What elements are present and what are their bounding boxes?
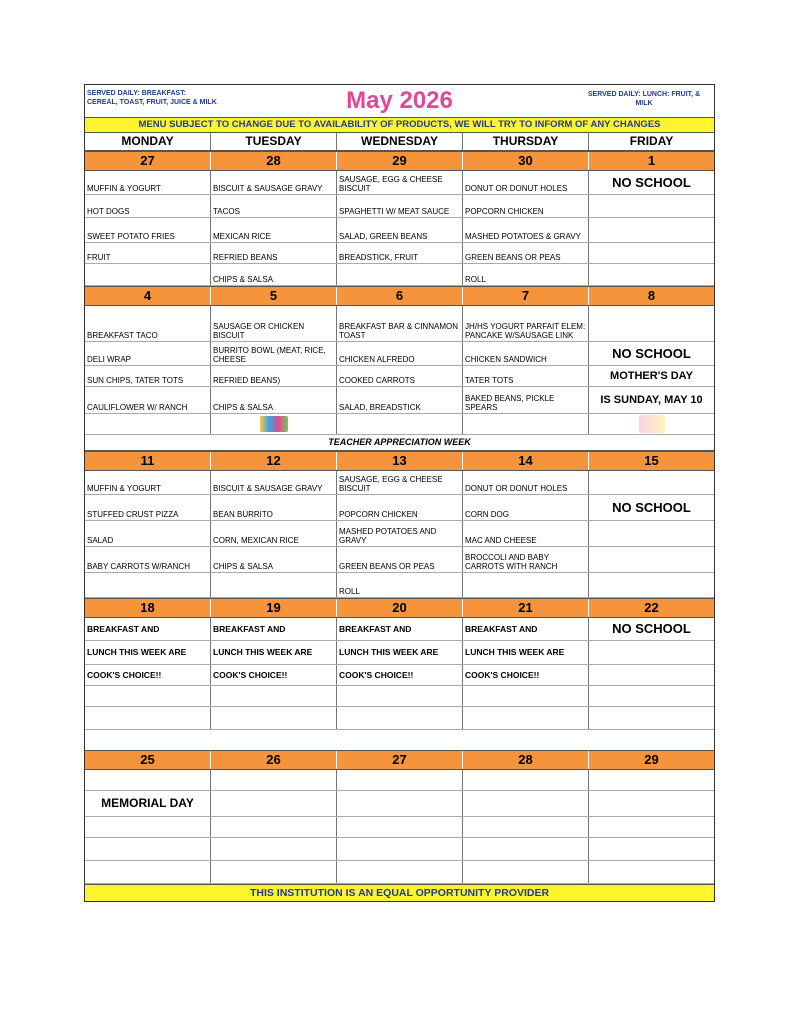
- menu-item: [463, 817, 589, 837]
- menu-item: [337, 838, 463, 860]
- menu-row: [85, 342, 714, 366]
- menu-item: [589, 665, 714, 685]
- menu-item: [211, 414, 337, 434]
- date-number: 29: [644, 752, 659, 767]
- lunch-daily-note: SERVED DAILY: LUNCH: FRUIT, & MILK: [587, 91, 701, 107]
- menu-row: [85, 495, 714, 521]
- menu-item: JH/HS YOGURT PARFAIT ELEM: PANCAKE W/SAUSAGE LINK: [463, 306, 589, 341]
- menu-item: [337, 791, 463, 816]
- menu-item: [85, 414, 211, 434]
- menu-item: MEXICAN RICE: [211, 218, 337, 242]
- menu-row: [85, 264, 714, 286]
- date-number: 30: [463, 152, 589, 170]
- menu-item: MUFFIN & YOGURT: [85, 171, 211, 194]
- menu-item: IS SUNDAY, MAY 10: [600, 394, 703, 406]
- menu-item: MUFFIN & YOGURT: [85, 471, 211, 494]
- menu-item: BEAN BURRITO: [211, 495, 337, 520]
- menu-item: LUNCH THIS WEEK ARE: [211, 641, 337, 664]
- menu-item: [463, 573, 589, 597]
- date-number: 26: [211, 751, 337, 769]
- menu-item: CHIPS & SALSA: [211, 264, 337, 285]
- menu-item: ROLL: [463, 264, 589, 285]
- menu-item: LUNCH THIS WEEK ARE: [85, 641, 211, 664]
- menu-item: BROCCOLI AND BABY CARROTS WITH RANCH: [463, 547, 589, 572]
- menu-item: [85, 573, 211, 597]
- menu-item: [85, 861, 211, 883]
- menu-item: [337, 264, 463, 285]
- menu-item: MOTHER'S DAY: [610, 370, 693, 382]
- menu-item: [211, 791, 337, 816]
- menu-row: [85, 686, 714, 707]
- menu-row: [85, 838, 714, 861]
- menu-item: [85, 686, 211, 706]
- menu-item: SUN CHIPS, TATER TOTS: [85, 366, 211, 386]
- menu-item: [85, 707, 211, 729]
- menu-item: [463, 861, 589, 883]
- menu-row: [85, 218, 714, 243]
- menu-item: TATER TOTS: [463, 366, 589, 386]
- menu-item: [85, 817, 211, 837]
- date-number: 5: [211, 287, 337, 305]
- menu-item: [589, 573, 714, 597]
- breakfast-daily-note: SERVED DAILY: BREAKFAST: CEREAL, TOAST, FRUIT, JUICE & MILK: [87, 90, 217, 106]
- date-number: 6: [337, 287, 463, 305]
- menu-item: COOKED CARROTS: [337, 366, 463, 386]
- menu-item: [463, 838, 589, 860]
- date-number: 20: [337, 599, 463, 617]
- menu-item: MASHED POTATOES & GRAVY: [463, 218, 589, 242]
- menu-item: ROLL: [337, 573, 463, 597]
- menu-row: [85, 547, 714, 573]
- menu-item: [589, 243, 714, 263]
- weekday-header: [85, 133, 714, 151]
- menu-item: BREADSTICK, FRUIT: [337, 243, 463, 263]
- menu-item: SALAD: [85, 521, 211, 546]
- menu-item: [589, 547, 714, 572]
- menu-item: COOK'S CHOICE!!: [85, 665, 211, 685]
- date-number: 7: [463, 287, 589, 305]
- date-number: 22: [644, 600, 659, 615]
- menu-row: [85, 471, 714, 495]
- date-number: 18: [85, 599, 211, 617]
- menu-item: LUNCH THIS WEEK ARE: [463, 641, 589, 664]
- day-friday: FRIDAY: [629, 134, 674, 148]
- date-number: 21: [463, 599, 589, 617]
- menu-row: [85, 171, 714, 195]
- menu-calendar: [84, 84, 715, 902]
- menu-item: CORN DOG: [463, 495, 589, 520]
- menu-item: HOT DOGS: [85, 195, 211, 217]
- menu-item: GREEN BEANS OR PEAS: [463, 243, 589, 263]
- menu-item: [589, 264, 714, 285]
- menu-item: [589, 218, 714, 242]
- day-thursday: THURSDAY: [463, 133, 589, 150]
- menu-item: BREAKFAST AND: [463, 618, 589, 640]
- menu-item: [589, 707, 714, 729]
- menu-item: NO SCHOOL: [612, 174, 691, 190]
- date-row: [85, 598, 714, 618]
- date-number: 1: [647, 153, 656, 168]
- menu-row: [85, 817, 714, 838]
- menu-item: [211, 573, 337, 597]
- menu-item: BISCUIT & SAUSAGE GRAVY: [211, 171, 337, 194]
- date-number: 12: [211, 452, 337, 470]
- menu-item: [589, 770, 714, 790]
- menu-item: SAUSAGE, EGG & CHEESE BISCUIT: [337, 471, 463, 494]
- date-number: 11: [85, 452, 211, 470]
- change-notice: MENU SUBJECT TO CHANGE DUE TO AVAILABILITY OF PRODUCTS, WE WILL TRY TO INFORM OF ANY CHANGES: [85, 118, 714, 133]
- menu-row: [85, 665, 714, 686]
- menu-item: NO SCHOOL: [612, 499, 691, 515]
- menu-item: [589, 791, 714, 816]
- menu-item: REFRIED BEANS): [211, 366, 337, 386]
- menu-item: [589, 817, 714, 837]
- menu-item: MAC AND CHEESE: [463, 521, 589, 546]
- menu-item: MEMORIAL DAY: [85, 791, 211, 816]
- menu-item: [337, 707, 463, 729]
- menu-item: CHICKEN SANDWICH: [463, 342, 589, 365]
- menu-item: [589, 521, 714, 546]
- menu-item: SWEET POTATO FRIES: [85, 218, 211, 242]
- menu-item: CHIPS & SALSA: [211, 547, 337, 572]
- date-row: [85, 151, 714, 171]
- equal-opportunity-footer: THIS INSTITUTION IS AN EQUAL OPPORTUNITY PROVIDER: [85, 884, 714, 901]
- date-number: 19: [211, 599, 337, 617]
- page-title: May 2026: [346, 87, 453, 114]
- menu-row: [85, 306, 714, 342]
- menu-item: [589, 471, 714, 494]
- menu-item: [337, 861, 463, 883]
- date-number: 27: [85, 152, 211, 170]
- menu-item: [589, 306, 714, 341]
- menu-item: DONUT OR DONUT HOLES: [463, 471, 589, 494]
- date-row: [85, 286, 714, 306]
- menu-item: [211, 861, 337, 883]
- menu-item: [337, 414, 463, 434]
- menu-item: BREAKFAST AND: [337, 618, 463, 640]
- menu-item: BREAKFAST AND: [85, 618, 211, 640]
- menu-row: [85, 414, 714, 435]
- menu-row: [85, 861, 714, 884]
- date-number: 27: [337, 751, 463, 769]
- menu-item: FRUIT: [85, 243, 211, 263]
- menu-item: COOK'S CHOICE!!: [211, 665, 337, 685]
- menu-item: NO SCHOOL: [612, 345, 691, 361]
- menu-item: [211, 770, 337, 790]
- date-number: 29: [337, 152, 463, 170]
- menu-item: [463, 414, 589, 434]
- menu-item: [337, 770, 463, 790]
- menu-item: [463, 791, 589, 816]
- menu-row: [85, 618, 714, 641]
- menu-item: GREEN BEANS OR PEAS: [337, 547, 463, 572]
- menu-item: [211, 838, 337, 860]
- menu-item: TACOS: [211, 195, 337, 217]
- date-row: [85, 451, 714, 471]
- date-number: 28: [463, 751, 589, 769]
- menu-row: [85, 707, 714, 730]
- date-number: 8: [647, 288, 656, 303]
- weeks-container: [85, 151, 714, 884]
- menu-item: COOK'S CHOICE!!: [337, 665, 463, 685]
- menu-item: MASHED POTATOES AND GRAVY: [337, 521, 463, 546]
- menu-item: [589, 641, 714, 664]
- menu-item: SALAD, BREADSTICK: [337, 387, 463, 413]
- menu-item: BURRITO BOWL (MEAT, RICE, CHEESE: [211, 342, 337, 365]
- menu-item: STUFFED CRUST PIZZA: [85, 495, 211, 520]
- menu-item: CAULIFLOWER W/ RANCH: [85, 387, 211, 413]
- menu-row: [85, 366, 714, 387]
- menu-row: [85, 791, 714, 817]
- menu-item: [85, 264, 211, 285]
- menu-item: [211, 707, 337, 729]
- menu-item: CORN, MEXICAN RICE: [211, 521, 337, 546]
- menu-item: [589, 838, 714, 860]
- date-number: 13: [337, 452, 463, 470]
- mothers-day-sticker-icon: [639, 415, 665, 433]
- menu-item: CHICKEN ALFREDO: [337, 342, 463, 365]
- menu-item: [589, 686, 714, 706]
- menu-item: [463, 707, 589, 729]
- day-monday: MONDAY: [85, 133, 211, 150]
- menu-row: [85, 243, 714, 264]
- menu-row: [85, 521, 714, 547]
- date-number: 28: [211, 152, 337, 170]
- menu-item: REFRIED BEANS: [211, 243, 337, 263]
- menu-item: [463, 770, 589, 790]
- menu-item: [337, 686, 463, 706]
- menu-header: [85, 85, 714, 118]
- menu-item: BAKED BEANS, PICKLE SPEARS: [463, 387, 589, 413]
- thank-you-sticker-icon: [260, 416, 288, 432]
- menu-item: [211, 686, 337, 706]
- teacher-appreciation-banner: TEACHER APPRECIATION WEEK: [85, 435, 714, 451]
- menu-row: [85, 387, 714, 414]
- day-wednesday: WEDNESDAY: [337, 133, 463, 150]
- date-number: 14: [463, 452, 589, 470]
- menu-item: [85, 838, 211, 860]
- menu-item: NO SCHOOL: [612, 621, 691, 636]
- menu-item: SAUSAGE OR CHICKEN BISCUIT: [211, 306, 337, 341]
- menu-item: BREAKFAST AND: [211, 618, 337, 640]
- date-row: [85, 750, 714, 770]
- menu-item: LUNCH THIS WEEK ARE: [337, 641, 463, 664]
- menu-item: BISCUIT & SAUSAGE GRAVY: [211, 471, 337, 494]
- menu-item: COOK'S CHOICE!!: [463, 665, 589, 685]
- menu-item: BABY CARROTS W/RANCH: [85, 547, 211, 572]
- menu-item: BREAKFAST TACO: [85, 306, 211, 341]
- menu-row: [85, 770, 714, 791]
- menu-item: CHIPS & SALSA: [211, 387, 337, 413]
- menu-item: POPCORN CHICKEN: [463, 195, 589, 217]
- date-number: 15: [644, 453, 659, 468]
- menu-item: SPAGHETTI W/ MEAT SAUCE: [337, 195, 463, 217]
- menu-item: [589, 195, 714, 217]
- menu-item: DONUT OR DONUT HOLES: [463, 171, 589, 194]
- menu-item: BREAKFAST BAR & CINNAMON TOAST: [337, 306, 463, 341]
- menu-item: SALAD, GREEN BEANS: [337, 218, 463, 242]
- date-number: 4: [85, 287, 211, 305]
- menu-item: [85, 770, 211, 790]
- day-tuesday: TUESDAY: [211, 133, 337, 150]
- menu-item: DELI WRAP: [85, 342, 211, 365]
- menu-item: [589, 414, 714, 434]
- menu-item: [463, 686, 589, 706]
- menu-row: [85, 573, 714, 598]
- date-number: 25: [85, 751, 211, 769]
- menu-row: [85, 641, 714, 665]
- menu-item: SAUSAGE, EGG & CHEESE BISCUIT: [337, 171, 463, 194]
- menu-item: [337, 817, 463, 837]
- menu-item: POPCORN CHICKEN: [337, 495, 463, 520]
- menu-item: [211, 817, 337, 837]
- menu-item: [589, 861, 714, 883]
- menu-row: [85, 195, 714, 218]
